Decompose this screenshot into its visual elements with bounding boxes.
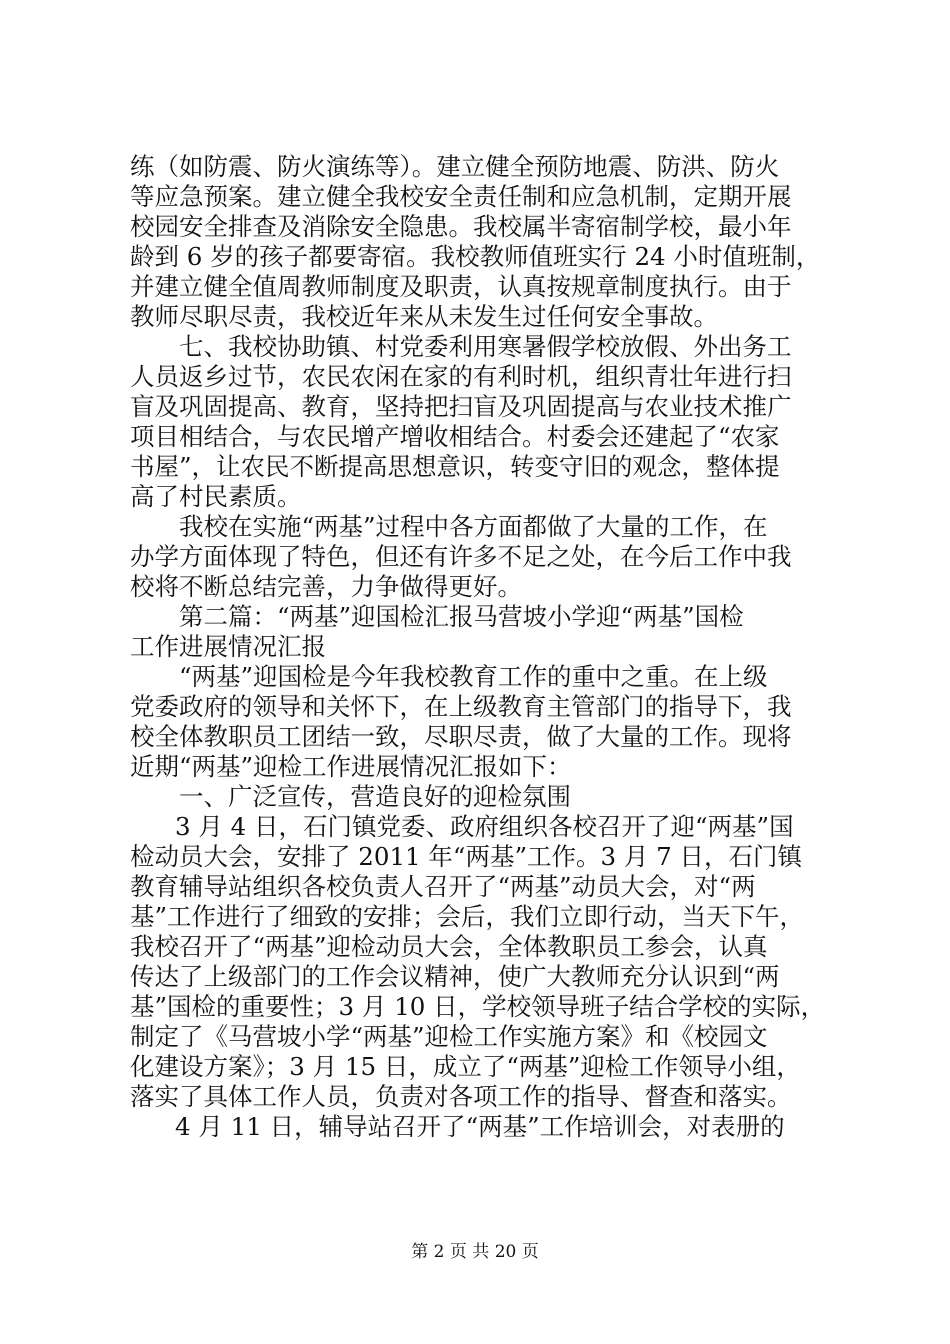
- text-line: 党委政府的领导和关怀下，在上级教育主管部门的指导下，我: [130, 692, 792, 721]
- text-line: 我校召开了“两基”迎检动员大会，全体教职员工参会，认真: [130, 932, 768, 961]
- document-body: [130, 152, 830, 1142]
- text-line: 教育辅导站组织各校负责人召开了“两基”动员大会，对“两: [130, 872, 756, 901]
- subheading-line: 一、广泛宣传，营造良好的迎检氛围: [179, 782, 571, 811]
- text-line: 制定了《马营坡小学“两基”迎检工作实施方案》和《校园文: [130, 1022, 768, 1051]
- section-heading-line: 工作进展情况汇报: [130, 632, 326, 661]
- text-line: 检动员大会，安排了 2011 年“两基”工作。3 月 7 日，石门镇: [130, 842, 803, 871]
- text-line: 人员返乡过节，农民农闲在家的有利时机，组织青壮年进行扫: [130, 362, 792, 391]
- section-heading-line: 第二篇：“两基”迎国检汇报马营坡小学迎“两基”国检: [179, 602, 744, 631]
- text-line: 基”工作进行了细致的安排；会后，我们立即行动，当天下午，: [130, 902, 805, 931]
- text-line: 化建设方案》；3 月 15 日，成立了“两基”迎检工作领导小组，: [130, 1052, 801, 1081]
- text-line: 传达了上级部门的工作会议精神，使广大教师充分认识到“两: [130, 962, 780, 991]
- text-line: 近期“两基”迎检工作进展情况汇报如下：: [130, 752, 572, 781]
- paragraph-start-line: 我校在实施“两基”过程中各方面都做了大量的工作，在: [179, 512, 768, 541]
- page-number-footer: 第 2 页 共 20 页: [411, 1242, 539, 1262]
- paragraph-start-line: 4 月 11 日，辅导站召开了“两基”工作培训会，对表册的: [175, 1112, 785, 1141]
- text-line: 龄到 6 岁的孩子都要寄宿。我校教师值班实行 24 小时值班制，: [130, 242, 821, 271]
- text-line: 项目相结合，与农民增产增收相结合。村委会还建起了“农家: [130, 422, 780, 451]
- text-line: 基”国检的重要性；3 月 10 日，学校领导班子结合学校的实际，: [130, 992, 826, 1021]
- text-line: 校将不断总结完善，力争做得更好。: [130, 572, 522, 601]
- paragraph-start-line: 3 月 4 日，石门镇党委、政府组织各校召开了迎“两基”国: [175, 812, 794, 841]
- paragraph-start-line: “两基”迎国检是今年我校教育工作的重中之重。在上级: [179, 662, 768, 691]
- text-line: 办学方面体现了特色，但还有许多不足之处，在今后工作中我: [130, 542, 792, 571]
- text-line: 落实了具体工作人员，负责对各项工作的指导、督查和落实。: [130, 1082, 792, 1111]
- text-line: 等应急预案。建立健全我校安全责任制和应急机制，定期开展: [130, 182, 792, 211]
- text-line: 书屋”，让农民不断提高思想意识，转变守旧的观念，整体提: [130, 452, 780, 481]
- text-line: 校园安全排查及消除安全隐患。我校属半寄宿制学校，最小年: [130, 212, 792, 241]
- text-line: 并建立健全值周教师制度及职责，认真按规章制度执行。由于: [130, 272, 792, 301]
- text-line: 高了村民素质。: [130, 482, 302, 511]
- text-line: 教师尽职尽责，我校近年来从未发生过任何安全事故。: [130, 302, 718, 331]
- paragraph-start-line: 七、我校协助镇、村党委利用寒暑假学校放假、外出务工: [179, 332, 792, 361]
- text-line: 盲及巩固提高、教育，坚持把扫盲及巩固提高与农业技术推广: [130, 392, 792, 421]
- text-line: 练（如防震、防火演练等）。建立健全预防地震、防洪、防火: [130, 152, 780, 181]
- text-line: 校全体教职员工团结一致，尽职尽责，做了大量的工作。现将: [130, 722, 792, 751]
